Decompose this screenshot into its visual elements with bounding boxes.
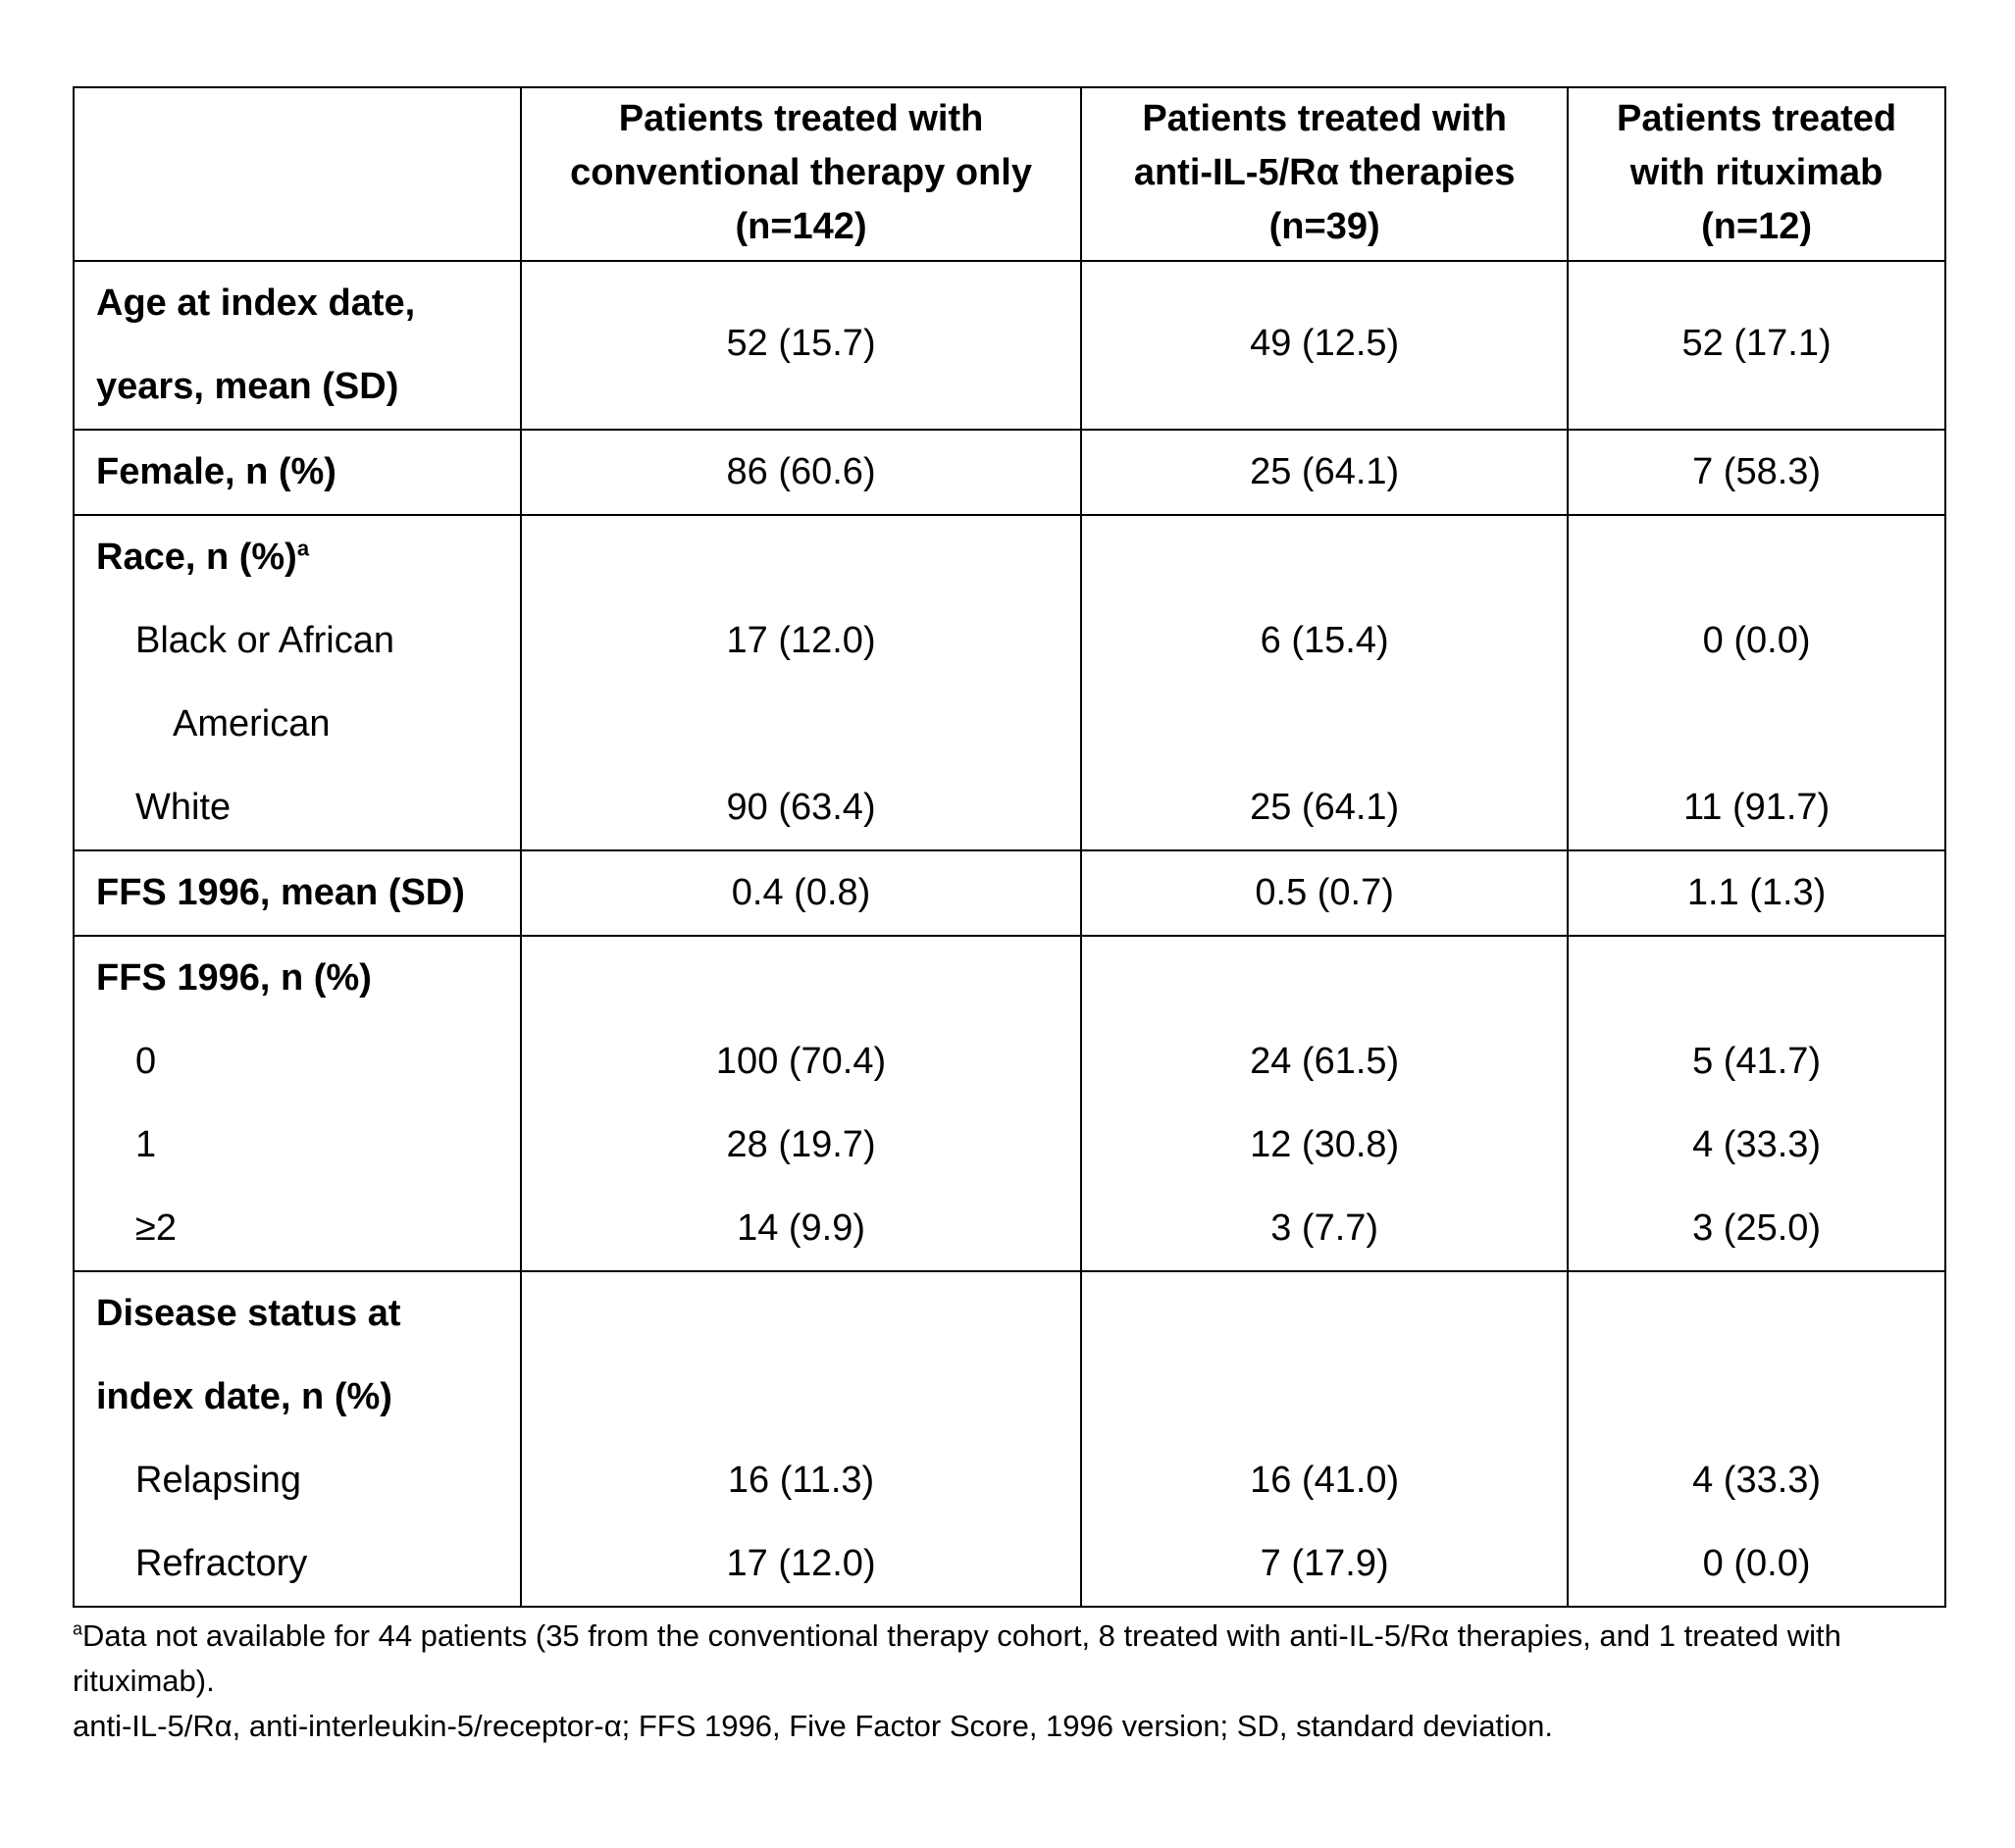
table-notes: [73, 1614, 1946, 1749]
cell-value: 11 (91.7): [1682, 787, 1831, 828]
header-line: (n=142): [735, 206, 867, 247]
cell-value: 25 (64.1): [1250, 451, 1400, 492]
row-label-cell: [74, 430, 521, 515]
cell-value: 0.4 (0.8): [731, 872, 871, 913]
cell-value: 0 (0.0): [1702, 1543, 1811, 1584]
value-cell: [1081, 261, 1568, 430]
value-cell: [1081, 515, 1568, 850]
footnote: [73, 1614, 1946, 1704]
cell-value: 1.1 (1.3): [1686, 872, 1827, 913]
sub-row-label: 1: [135, 1124, 157, 1165]
blank-line: [1082, 683, 1567, 766]
blank-line: [1569, 683, 1944, 766]
cell-value: 52 (15.7): [726, 323, 876, 364]
row-label: Age at index date,: [96, 282, 416, 324]
blank-line: [1082, 937, 1567, 1020]
cell-value: 5 (41.7): [1692, 1041, 1822, 1082]
row-label: Female, n (%): [96, 451, 336, 492]
cell-value: 14 (9.9): [737, 1207, 866, 1249]
row-label-cell: [74, 850, 521, 936]
table-row-ffs-n: [74, 936, 1945, 1271]
sub-row-label: American: [173, 703, 331, 744]
row-label-cell: [74, 936, 521, 1271]
sub-row-label: ≥2: [135, 1207, 177, 1249]
cell-value: 7 (58.3): [1692, 451, 1822, 492]
row-label: FFS 1996, mean (SD): [96, 872, 465, 913]
footnote-marker: a: [296, 536, 310, 561]
cell-value: 17 (12.0): [726, 620, 876, 661]
cell-value: 12 (30.8): [1250, 1124, 1400, 1165]
cell-value: 16 (41.0): [1250, 1460, 1400, 1501]
race-label-text: Race, n (%): [96, 537, 297, 578]
blank-line: [1082, 1272, 1567, 1356]
blank-line: [522, 1272, 1080, 1356]
row-label: years, mean (SD): [96, 366, 399, 407]
value-cell: [1568, 1271, 1945, 1607]
header-line: anti-IL-5/Rα therapies: [1133, 152, 1516, 193]
value-cell: [521, 261, 1081, 430]
value-cell: [1081, 936, 1568, 1271]
cell-value: 25 (64.1): [1250, 787, 1400, 828]
cell-value: 17 (12.0): [726, 1543, 876, 1584]
cell-value: 7 (17.9): [1260, 1543, 1389, 1584]
row-label: index date, n (%): [96, 1376, 392, 1417]
footnote-text: Data not available for 44 patients (35 from the conventional therapy cohort, 8 treated with anti-IL-5/Rα therapies, and 1 treated with rituximab).: [73, 1618, 1841, 1698]
value-cell: [521, 850, 1081, 936]
row-label: Disease status at: [96, 1293, 401, 1334]
sub-row-label: Relapsing: [135, 1460, 301, 1501]
value-cell: [521, 430, 1081, 515]
cell-value: 16 (11.3): [727, 1460, 875, 1501]
row-label-cell: [74, 261, 521, 430]
header-line: Patients treated with: [1142, 98, 1507, 139]
row-label-cell: [74, 1271, 521, 1607]
cell-value: 49 (12.5): [1250, 323, 1400, 364]
cell-value: 86 (60.6): [726, 451, 876, 492]
blank-line: [1569, 1272, 1944, 1356]
value-cell: [1568, 430, 1945, 515]
value-cell: [1081, 850, 1568, 936]
table-row-female: [74, 430, 1945, 515]
sub-row-label: Black or African: [135, 620, 394, 661]
row-label-cell: [74, 515, 521, 850]
blank-line: [522, 1356, 1080, 1439]
header-anti-il5: [1081, 87, 1568, 261]
cell-value: 6 (15.4): [1260, 620, 1389, 661]
sub-row-label: Refractory: [135, 1543, 308, 1584]
value-cell: [1568, 936, 1945, 1271]
blank-line: [1569, 937, 1944, 1020]
value-cell: [1568, 850, 1945, 936]
cell-value: 100 (70.4): [715, 1041, 887, 1082]
header-conventional: [521, 87, 1081, 261]
value-cell: [521, 936, 1081, 1271]
blank-line: [522, 516, 1080, 599]
value-cell: [1081, 1271, 1568, 1607]
row-label: [96, 516, 520, 599]
table-row-ffs-mean: [74, 850, 1945, 936]
row-label: FFS 1996, n (%): [96, 957, 372, 999]
cell-value: 3 (7.7): [1270, 1207, 1379, 1249]
cell-value: 4 (33.3): [1692, 1124, 1822, 1165]
header-line: Patients treated: [1617, 98, 1897, 139]
header-line: (n=39): [1268, 206, 1380, 247]
table-row-disease-status: [74, 1271, 1945, 1607]
baseline-characteristics-table: [73, 86, 1946, 1608]
table-row-age: [74, 261, 1945, 430]
value-cell: [521, 515, 1081, 850]
header-line: Patients treated with: [618, 98, 984, 139]
blank-line: [1082, 516, 1567, 599]
value-cell: [1568, 261, 1945, 430]
header-line: conventional therapy only: [570, 152, 1032, 193]
header-line: with rituximab: [1629, 152, 1884, 193]
blank-line: [522, 937, 1080, 1020]
header-row: [74, 87, 1945, 261]
cell-value: 28 (19.7): [726, 1124, 876, 1165]
cell-value: 24 (61.5): [1250, 1041, 1400, 1082]
value-cell: [1568, 515, 1945, 850]
cell-value: 90 (63.4): [726, 787, 876, 828]
header-empty-cell: [74, 87, 521, 261]
cell-value: 4 (33.3): [1692, 1460, 1822, 1501]
blank-line: [1569, 1356, 1944, 1439]
blank-line: [522, 683, 1080, 766]
footnote-marker: a: [73, 1618, 83, 1639]
cell-value: 0 (0.0): [1702, 620, 1811, 661]
sub-row-label: 0: [135, 1041, 157, 1082]
blank-line: [1082, 1356, 1567, 1439]
header-line: (n=12): [1701, 206, 1813, 247]
value-cell: [521, 1271, 1081, 1607]
value-cell: [1081, 430, 1568, 515]
table-row-race: [74, 515, 1945, 850]
cell-value: 52 (17.1): [1681, 323, 1832, 364]
blank-line: [1569, 516, 1944, 599]
abbreviations: anti-IL-5/Rα, anti-interleukin-5/receptor-α; FFS 1996, Five Factor Score, 1996 version; SD, standard deviation.: [73, 1709, 1554, 1743]
header-rituximab: [1568, 87, 1945, 261]
cell-value: 0.5 (0.7): [1255, 872, 1394, 913]
cell-value: 3 (25.0): [1692, 1207, 1822, 1249]
sub-row-label: White: [135, 787, 232, 828]
document-page: [73, 86, 1946, 1749]
